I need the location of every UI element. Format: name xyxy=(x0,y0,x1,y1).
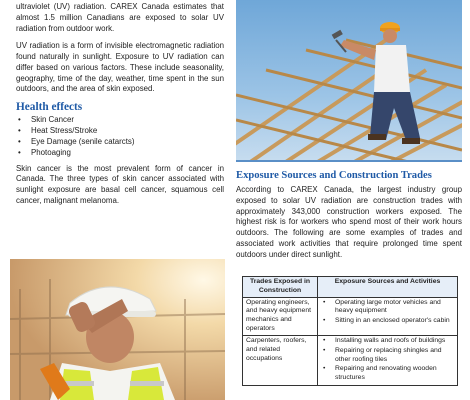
table-row xyxy=(243,297,458,335)
list-item: • Skin Cancer xyxy=(27,115,224,126)
exposure-paragraph: According to CAREX Canada, the largest industry group exposed to solar UV radiation are construction trades with approximately 343,000 construction workers exposed. The highest risk is for workers who spend most of their work hours outdoors. The following are some examples of trades and associated work activities that require prolonged time spent outdoors under direct sunlight. xyxy=(236,185,462,259)
trades-table xyxy=(242,276,458,386)
list-item: • Heat Stress/Stroke xyxy=(27,126,224,137)
uv-radiation-paragraph: UV radiation is a form of invisible electromagnetic radiation found naturally in sunlight. Exposure to UV radiation can differ based on various factors. These include seasonality, geography, time of the day, weather, time spent in the sun outdoors, and the area of skin exposed. xyxy=(16,41,224,94)
table-header-row xyxy=(243,277,458,298)
exposure-sources-heading: Exposure Sources and Construction Trades xyxy=(236,170,432,181)
activities-list xyxy=(321,337,454,383)
health-effects-list xyxy=(16,115,224,159)
list-item: • Operating large motor vehicles and heavy equipment xyxy=(331,299,454,317)
health-effects-heading: Health effects xyxy=(16,101,83,113)
column-header-trades: Trades Exposed in Construction xyxy=(243,277,318,298)
hardhat-worker-photo xyxy=(10,259,225,400)
list-item: • Eye Damage (senile catarcts) xyxy=(27,137,224,148)
list-item: • Installing walls and roofs of buildings xyxy=(331,337,454,346)
activities-list xyxy=(321,299,454,326)
list-item: • Repairing or replacing shingles and other roofing tiles xyxy=(331,347,454,365)
roofer-photo xyxy=(236,0,462,160)
skin-cancer-paragraph: Skin cancer is the most prevalent form of cancer in Canada. The three types of skin cancer associated with sunlight exposure are basal cell cancer, squamous cell cancer, malignant melanoma. xyxy=(16,163,224,205)
column-header-activities: Exposure Sources and Activities xyxy=(318,277,458,298)
hardhat-worker-illustration xyxy=(10,259,225,400)
activities-cell xyxy=(318,335,458,385)
trade-cell: Carpenters, roofers, and related occupations xyxy=(243,335,318,385)
photo-border xyxy=(236,160,462,162)
activities-cell xyxy=(318,297,458,335)
list-item: • Photoaging xyxy=(27,148,224,159)
roofer-illustration xyxy=(236,0,462,160)
list-item: • Repairing and renovating wooden structures xyxy=(331,365,454,383)
table-row xyxy=(243,335,458,385)
intro-paragraph: ultraviolet (UV) radiation. CAREX Canada estimates that almost 1.5 million Canadians are exposed to solar UV radiation from outdoor work. xyxy=(16,2,224,33)
list-item: • Sitting in an enclosed operator's cabin xyxy=(331,317,454,326)
left-column xyxy=(16,0,224,207)
trade-cell: Operating engineers, and heavy equipment mechanics and operators xyxy=(243,297,318,335)
